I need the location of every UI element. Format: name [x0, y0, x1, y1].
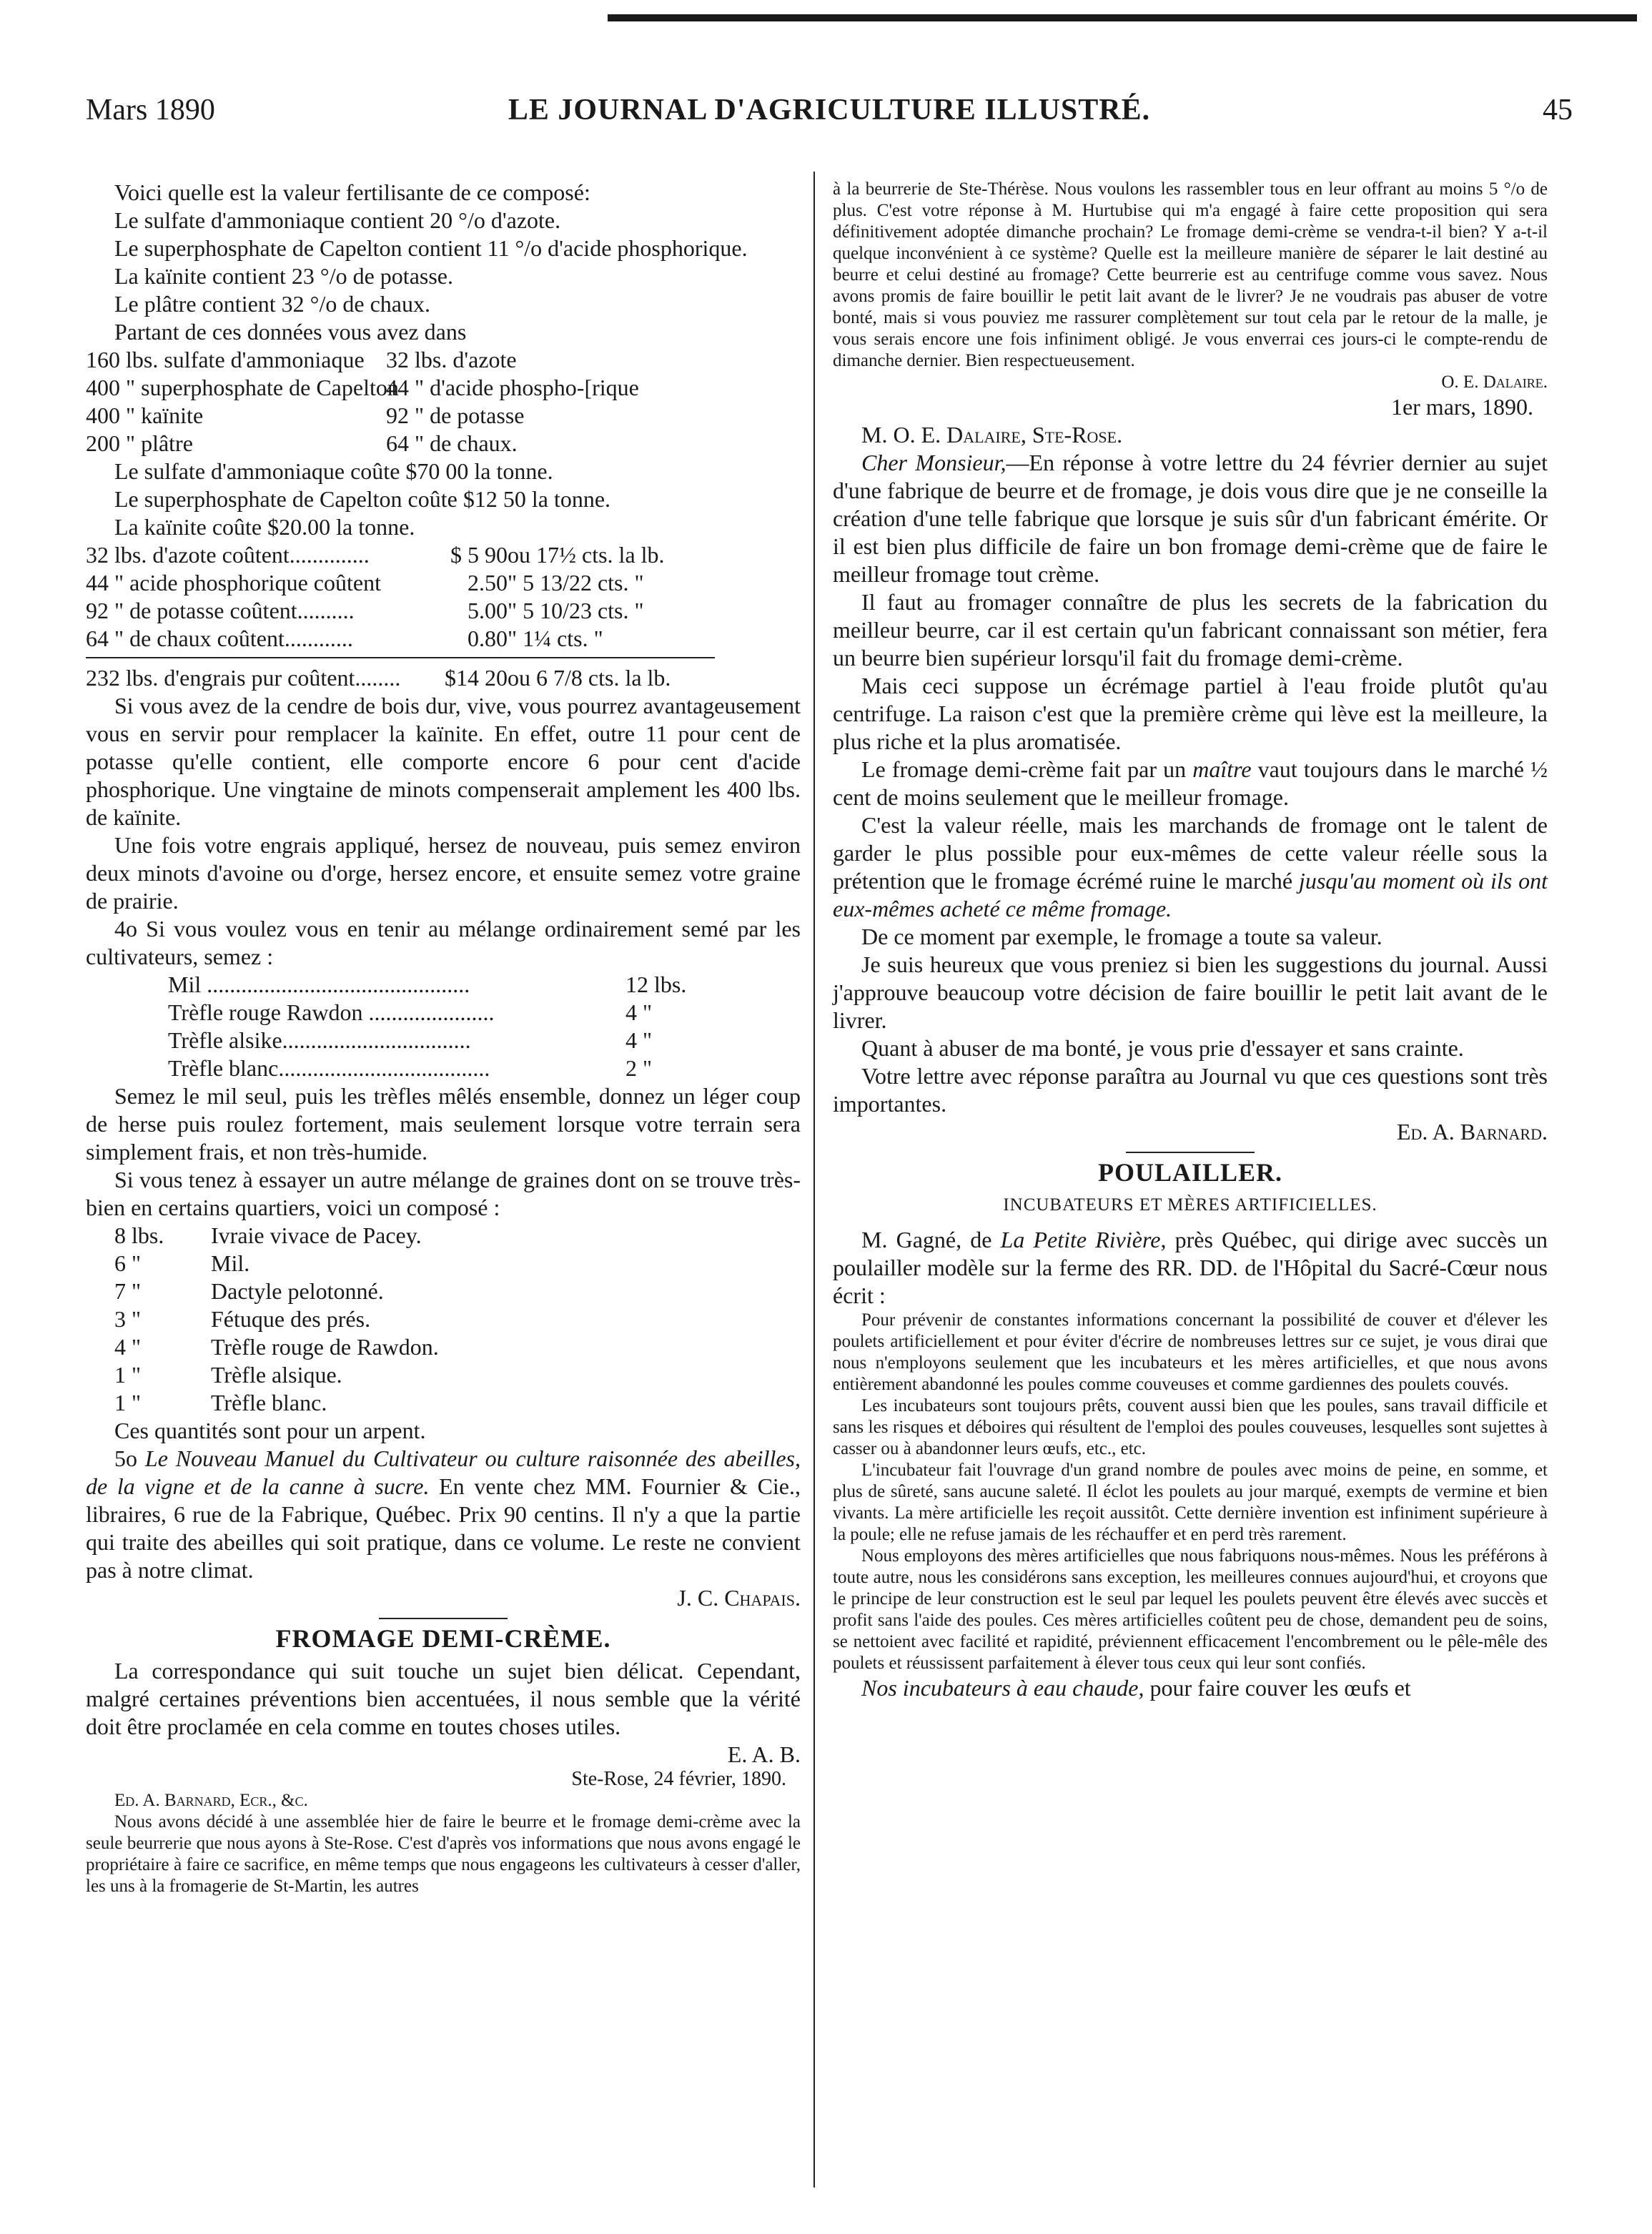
- seed-qty: 4 ": [625, 999, 653, 1025]
- seed-name: Mil ..............................................: [168, 972, 470, 997]
- letter-paragraph: Nous avons décidé à une assemblée hier de faire le beurre et le fromage demi-crème avec la seule beurrerie que nous ayons à Ste-Rose. C'est d'après vos informations que nous avons engagé le propriétaire à faire ce sacrifice, en même temps que nous engageons les cultivateurs à cesser d'aller, les uns à la fromagerie de St-Martin, les autres: [86, 1812, 801, 1896]
- letter-paragraph: à la beurrerie de Ste-Thérèse. Nous voulons les rassembler tous en leur offrant au moins 5 °/o de plus. C'est votre réponse à M. Hurtubise qui m'a engagé à faire cette proposition qui sera définitivement adoptée dimanche prochain? Le fromage demi-crème se vendra-t-il bien? Y a-t-il quelque inconvénient à ce système? Quelle est la meilleure manière de séparer le lait destiné au beurre et celui destiné au fromage? Cette beurrerie est au centrifuge comme vous savez. Nous avons promis de faire bouillir le petit lait avant de le livrer? Je ne voudrais pas abuser de votre bonté, mais si vous pouviez me rassurer complètement sur tout cela par le retour de la malle, je vous serais encore une fois infiniment obligé. Je vous enverrai ces jours-ci le compte-rendu de dimanche dernier. Bien respectueusement.: [833, 179, 1548, 370]
- text-run: vaut toujours dans le marché ½ cent de moins seulement que le meilleur fromage.: [833, 756, 1548, 810]
- table-row: [86, 541, 801, 569]
- table-row: [86, 625, 801, 653]
- column-divider: [813, 172, 815, 2188]
- table-cell: 32 lbs. d'azote: [386, 347, 517, 372]
- quote-paragraph: Les incubateurs sont toujours prêts, couvent aussi bien que les poules, sans travail difficile et sans les risques et déboires qui résultent de l'emploi des poules couveuses, lesquelles sont sujettes à casser ou à abandonner leurs œufs, etc., etc.: [833, 1396, 1548, 1458]
- paragraph: Si vous tenez à essayer un autre mélange de graines dont on se trouve très-bien en certains quartiers, voici un composé :: [86, 1167, 801, 1220]
- table-cell: 400 " superphosphate de Capelton: [86, 375, 399, 400]
- paragraph: [833, 449, 1548, 588]
- text-run: M. Gagné, de: [861, 1227, 1001, 1252]
- composition-line: Le plâtre contient 32 °/o de chaux.: [114, 291, 430, 317]
- list-item: [86, 1054, 801, 1082]
- composition-line: La kaïnite contient 23 °/o de potasse.: [114, 263, 453, 289]
- paragraph: Semez le mil seul, puis les trèfles mêlés ensemble, donnez un léger coup de herse puis roulez fortement, mais seulement lorsque votre terrain sera simplement frais, et non très-humide.: [86, 1083, 801, 1165]
- table-row: [86, 402, 801, 430]
- table-cell: 5.00: [468, 598, 508, 623]
- signature: O. E. Dalaire.: [1441, 372, 1548, 392]
- page-header: [86, 93, 1573, 136]
- mix-name: Trèfle alsique.: [211, 1362, 342, 1388]
- section-divider: [379, 1618, 508, 1619]
- sum-rule: [86, 657, 715, 658]
- text-run: Le fromage demi-crème fait par un: [861, 756, 1193, 782]
- table-cell: ou 6 7/8 cts. la lb.: [508, 665, 671, 691]
- signature: J. C. Chapais.: [677, 1585, 801, 1611]
- section-divider: [1126, 1152, 1255, 1153]
- paragraph: [833, 1226, 1548, 1310]
- mix-name: Trèfle blanc.: [211, 1390, 327, 1415]
- signature: Ed. A. Barnard.: [1396, 1119, 1548, 1145]
- table-cell: 64 " de chaux.: [386, 430, 518, 456]
- paragraph: [833, 811, 1548, 923]
- list-item: [86, 1250, 801, 1277]
- table-row: [86, 430, 801, 458]
- addressee: M. O. E. Dalaire, Ste-Rose.: [861, 422, 1123, 448]
- left-column: [86, 179, 801, 1897]
- seed-name: Trèfle alsike.................................: [168, 1027, 471, 1053]
- mix-qty: 6 ": [114, 1250, 142, 1276]
- list-item: [86, 1222, 801, 1250]
- paragraph: La correspondance qui suit touche un sujet bien délicat. Cependant, malgré certaines préventions bien accentuées, il nous semble que la vérité doit être proclamée en cela comme en toutes choses utiles.: [86, 1658, 801, 1739]
- book-title: Le Nouveau Manuel du Cultivateur ou culture raisonnée des abeilles, de la vigne et de la canne à sucre.: [86, 1445, 801, 1499]
- table-cell: " 5 13/22 cts. ": [508, 570, 644, 595]
- table-cell: 64 " de chaux coûtent............: [86, 626, 353, 651]
- text-run: , près Québec, qui dirige avec succès un poulailler modèle sur la ferme des RR. DD. de l'Hôpital du Sacré-Cœur nous écrit :: [833, 1227, 1548, 1308]
- list-item: [86, 1361, 801, 1389]
- emphasis: maître: [1192, 756, 1252, 782]
- letter-date: Ste-Rose, 24 février, 1890.: [571, 1768, 786, 1790]
- salutation: Ed. A. Barnard, Ecr., &c.: [114, 1791, 308, 1810]
- quote-paragraph: L'incubateur fait l'ouvrage d'un grand nombre de poules avec moins de peine, en somme, et plus de sûreté, sans aucune saleté. Il éclot les poulets au jour marqué, exempts de vermine et bien vivants. La mère artificielle les reçoit aussitôt. Cette dernière invention est infiniment supérieure à la poule; elle ne refuse jamais de les réchauffer et en perd très rarement.: [833, 1460, 1548, 1544]
- quote-paragraph: Pour prévenir de constantes informations concernant la possibilité de couver et d'élever les poulets artificiellement et pour éviter d'écrire de nombreuses lettres sur ce sujet, je vous dirai que nous n'employons seulement que les incubateurs et les mères artificielles, et que nous avons entièrement abandonné les poules comme couveuses et comme gardiennes des poulets couvés.: [833, 1310, 1548, 1394]
- mix-name: Mil.: [211, 1250, 250, 1276]
- table-cell: 32 lbs. d'azote coûtent..............: [86, 542, 370, 568]
- paragraph: Il faut au fromager connaître de plus les secrets de la fabrication du meilleur beurre, car il est certain qu'un fabricant connaissant son métier, fera un beurre bien supérieur lorsqu'il fait du fromage demi-crème.: [833, 589, 1548, 671]
- partant-line: Partant de ces données vous avez dans: [114, 319, 467, 345]
- table-cell: " 1¼ cts. ": [508, 626, 603, 651]
- table-cell: 0.80: [468, 626, 508, 651]
- paragraph: Votre lettre avec réponse paraîtra au Journal vu que ces questions sont très importantes.: [833, 1063, 1548, 1117]
- seed-qty: 12 lbs.: [625, 972, 687, 997]
- seed-qty: 2 ": [625, 1055, 653, 1081]
- table-cell: 232 lbs. d'engrais pur coûtent........: [86, 665, 401, 691]
- section-title: FROMAGE DEMI-CRÈME.: [275, 1624, 611, 1653]
- journal-title: LE JOURNAL D'AGRICULTURE ILLUSTRÉ.: [508, 94, 1151, 127]
- quote-paragraph: Nous employons des mères artificielles que nous fabriquons nous-mêmes. Nous les préférons à toute autre, nous les considérons sans exception, les meilleures connues aujourd'hui, et croyons que le principe de leur construction est le seul par lequel les poulets peuvent être élevés avec succès et profit sans l'aide des poules. Ces mères artificielles coûtent peu de chose, demandent peu de soins, se nettoient avec facilité et rapidité, préviennent efficacement l'encombrement ou le pêle-mêle des poulets et réussissent parfaitement à élever tous ceux qui leur sont confiés.: [833, 1546, 1548, 1673]
- signature: E. A. B.: [727, 1741, 801, 1767]
- paragraph: Ces quantités sont pour un arpent.: [114, 1418, 426, 1443]
- paragraph: Je suis heureux que vous preniez si bien les suggestions du journal. Aussi j'approuve beaucoup votre décision de faire bouillir le petit lait avant de le livrer.: [833, 952, 1548, 1033]
- cost-line: Le sulfate d'ammoniaque coûte $70 00 la tonne.: [114, 458, 553, 484]
- paragraph: Quant à abuser de ma bonté, je vous prie d'essayer et sans crainte.: [861, 1035, 1464, 1061]
- table-row: [86, 569, 801, 597]
- list-item: [86, 1333, 801, 1361]
- text-run: —En réponse à votre lettre du 24 février dernier au sujet d'une fabrique de beurre et de fromage, je dois vous dire que je ne conseille la création d'une telle fabrique que lorsque je suis sûr d'un fabricant émérite. Or il est bien plus difficile de faire un bon fromage demi-crème que de faire le meilleur fromage tout crème.: [833, 450, 1548, 587]
- intro-paragraph: Voici quelle est la valeur fertilisante de ce composé:: [114, 179, 590, 205]
- mix-qty: 1 ": [114, 1390, 142, 1415]
- mix-list: [86, 1222, 801, 1417]
- paragraph: [833, 756, 1548, 811]
- section-subtitle: INCUBATEURS ET MÈRES ARTIFICIELLES.: [1003, 1195, 1378, 1215]
- table-total-row: [86, 664, 801, 692]
- table-row: [86, 374, 801, 402]
- table-cell: 200 " plâtre: [86, 430, 193, 456]
- list-item: [86, 1027, 801, 1054]
- table-row: [86, 346, 801, 374]
- ingredients-table: [86, 346, 801, 458]
- cost-table: [86, 541, 801, 692]
- page-number: 45: [1543, 94, 1573, 127]
- paragraph: Mais ceci suppose un écrémage partiel à l'eau froide plutôt qu'au centrifuge. La raison c'est que la première crème qui lève est la meilleure, la plus riche et la plus aromatisée.: [833, 673, 1548, 754]
- seed-list: [86, 971, 801, 1082]
- paragraph: 4o Si vous voulez vous en tenir au mélange ordinairement semé par les cultivateurs, semez :: [86, 916, 801, 969]
- table-cell: 92 " de potasse: [386, 402, 525, 428]
- mix-qty: 7 ": [114, 1278, 142, 1304]
- right-column: [833, 179, 1548, 1702]
- mix-name: Trèfle rouge de Rawdon.: [211, 1334, 439, 1360]
- table-cell: 44 " acide phosphorique coûtent: [86, 570, 381, 595]
- issue-date: Mars 1890: [86, 94, 215, 127]
- table-cell: $ 5 90: [450, 542, 508, 568]
- mix-qty: 4 ": [114, 1334, 142, 1360]
- table-cell: 160 lbs. sulfate d'ammoniaque: [86, 347, 365, 372]
- paragraph: Si vous avez de la cendre de bois dur, vive, vous pourrez avantageusement vous en servir pour remplacer la kaïnite. En effet, outre 11 pour cent de potasse qu'elle contient, elle comporte encore 6 pour cent d'acide phosphorique. Une vingtaine de minots compenserait amplement les 400 lbs. de kaïnite.: [86, 693, 801, 830]
- mix-name: Ivraie vivace de Pacey.: [211, 1222, 422, 1248]
- emphasis: jusqu'au moment où ils ont eux-mêmes acheté ce même fromage.: [833, 868, 1548, 921]
- mix-qty: 8 lbs.: [114, 1222, 164, 1248]
- cost-line: La kaïnite coûte $20.00 la tonne.: [114, 514, 415, 540]
- table-row: [86, 597, 801, 625]
- mix-qty: 3 ": [114, 1306, 142, 1332]
- mix-name: Fétuque des prés.: [211, 1306, 371, 1332]
- table-cell: 2.50: [468, 570, 508, 595]
- list-item: [86, 1305, 801, 1333]
- paragraph: De ce moment par exemple, le fromage a toute sa valeur.: [861, 924, 1383, 949]
- table-cell: 400 " kaïnite: [86, 402, 204, 428]
- text-run: pour faire couver les œufs et: [1144, 1675, 1411, 1701]
- cost-line: Le superphosphate de Capelton coûte $12 50 la tonne.: [114, 486, 611, 512]
- seed-qty: 4 ": [625, 1027, 653, 1053]
- emphasis: Nos incubateurs à eau chaude,: [861, 1675, 1144, 1701]
- letter-date: 1er mars, 1890.: [1390, 394, 1533, 420]
- table-cell: 44 " d'acide phospho-[rique: [386, 375, 639, 400]
- paragraph-5o: [86, 1445, 801, 1584]
- seed-name: Trèfle rouge Rawdon ......................: [168, 999, 495, 1025]
- composition-line: Le sulfate d'ammoniaque contient 20 °/o d'azote.: [114, 207, 561, 233]
- place-name: La Petite Rivière: [1000, 1227, 1161, 1252]
- greeting: Cher Monsieur,: [861, 450, 1006, 475]
- table-cell: " 5 10/23 cts. ": [508, 598, 644, 623]
- text-run: C'est la valeur réelle, mais les marchands de fromage ont le talent de garder le plus possible pour eux-mêmes de cette valeur réelle sous la prétention que le fromage écrémé ruine le marché: [833, 812, 1548, 894]
- paragraph: Une fois votre engrais appliqué, hersez de nouveau, puis semez environ deux minots d'avoine ou d'orge, hersez encore, et ensuite semez votre graine de prairie.: [86, 832, 801, 914]
- list-item: [86, 1277, 801, 1305]
- list-item: [86, 1389, 801, 1417]
- text-run: 5o: [114, 1445, 145, 1471]
- seed-name: Trèfle blanc.....................................: [168, 1055, 490, 1081]
- list-item: [86, 971, 801, 999]
- paragraph: [833, 1674, 1548, 1702]
- text-run: En vente chez MM. Fournier & Cie., libraires, 6 rue de la Fabrique, Québec. Prix 90 centins. Il n'y a que la partie qui traite des abeilles qui soit pratique, dans ce volume. Le reste ne convient pas à notre climat.: [86, 1473, 801, 1583]
- section-title: POULAILLER.: [1097, 1158, 1283, 1187]
- mix-name: Dactyle pelotonné.: [211, 1278, 384, 1304]
- table-cell: 92 " de potasse coûtent..........: [86, 598, 355, 623]
- table-cell: $14 20: [445, 665, 508, 691]
- list-item: [86, 999, 801, 1027]
- top-border-bar: [608, 14, 1637, 21]
- mix-qty: 1 ": [114, 1362, 142, 1388]
- table-cell: ou 17½ cts. la lb.: [508, 542, 665, 568]
- composition-line: Le superphosphate de Capelton contient 11 °/o d'acide phosphorique.: [114, 235, 748, 261]
